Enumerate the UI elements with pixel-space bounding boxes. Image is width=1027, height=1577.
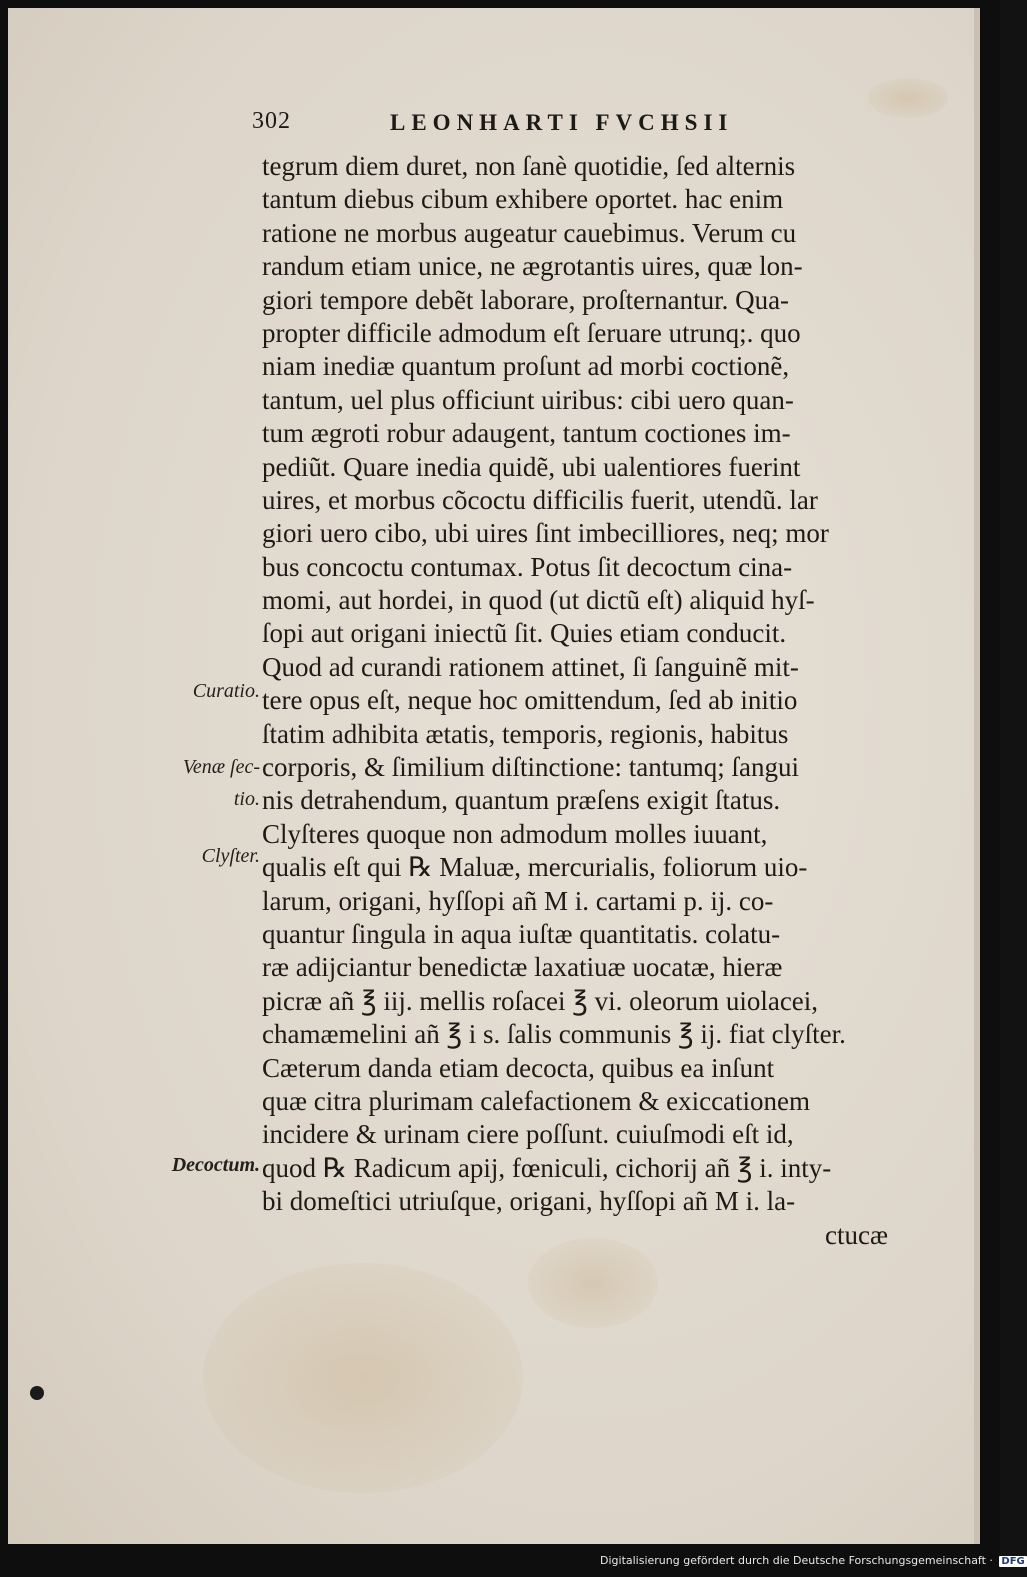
ink-spot bbox=[30, 1386, 44, 1400]
text-line: giori uero cibo, ubi uires ſint imbecilliores, neq; mor bbox=[262, 518, 829, 549]
text-line: Cæterum danda etiam decocta, quibus ea inſunt bbox=[262, 1052, 775, 1083]
text-line: ſtatim adhibita ætatis, temporis, regionis, habitus bbox=[262, 718, 789, 749]
margin-notes bbox=[150, 0, 260, 1400]
page-number: 302 bbox=[252, 108, 291, 134]
text-line: ræ adijciantur benedictæ laxatiuæ uocatæ, hieræ bbox=[262, 952, 783, 983]
text-line: tantum diebus cibum exhibere oportet. hac enim bbox=[262, 184, 784, 215]
text-line: ratione ne morbus augeatur cauebimus. Verum cu bbox=[262, 217, 797, 248]
catchword: ctucæ bbox=[825, 1219, 888, 1250]
margin-note-decoctum: Decoctum. bbox=[171, 1154, 260, 1176]
running-head bbox=[252, 108, 772, 142]
text-line: randum etiam unice, ne ægrotantis uires, quæ lon- bbox=[262, 251, 803, 282]
text-line: pediũt. Quare inedia quidẽ, ubi ualentiores fuerint bbox=[262, 451, 801, 482]
text-line: picræ añ ℥ iij. mellis roſacei ℥ vi. oleorum uiolacei, bbox=[262, 985, 819, 1016]
text-line: uires, et morbus cõcoctu difficilis fuerit, utendũ. lar bbox=[262, 484, 818, 515]
margin-note-venae-sectio-2: tio. bbox=[233, 788, 260, 810]
text-line: ſopi aut origani iniectũ ſit. Quies etiam conducit. bbox=[262, 618, 787, 649]
text-line: qualis eſt qui ℞ Maluæ, mercurialis, foliorum uio- bbox=[262, 852, 808, 883]
text-line: quantur ſingula in aqua iuſtæ quantitatis. colatu- bbox=[262, 918, 781, 949]
text-line: niam inediæ quantum proſunt ad morbi coctionẽ, bbox=[262, 351, 790, 382]
text-line: propter difficile admodum eſt ſeruare utrunq;. quo bbox=[262, 317, 801, 348]
credit-text: Digitalisierung gefördert durch die Deutsche Forschungsgemeinschaft · bbox=[600, 1554, 993, 1567]
text-line: tere opus eſt, neque hoc omittendum, ſed ab initio bbox=[262, 685, 798, 716]
text-line: corporis, & ſimilium diſtinctione: tantumq; ſangui bbox=[262, 752, 799, 783]
text-line: Quod ad curandi rationem attinet, ſi ſanguinẽ mit- bbox=[262, 651, 799, 682]
text-line: quod ℞ Radicum apij, fœniculi, cichorij añ ℥ i. inty- bbox=[262, 1152, 832, 1183]
text-line: nis detrahendum, quantum præſens exigit ſtatus. bbox=[262, 785, 781, 816]
text-line: tum ægroti robur adaugent, tantum coctiones im- bbox=[262, 418, 791, 449]
digitization-credit bbox=[600, 1554, 1025, 1574]
text-line: quæ citra plurimam calefactionem & exiccationem bbox=[262, 1085, 811, 1116]
text-line: larum, origani, hyſſopi añ M i. cartami p. ij. co- bbox=[262, 885, 774, 916]
text-line: bi domeſtici utriuſque, origani, hyſſopi añ M i. la- bbox=[262, 1186, 796, 1217]
text-line: bus concoctu contumax. Potus ſit decoctum cina- bbox=[262, 551, 793, 582]
dfg-logo: DFG bbox=[1001, 1556, 1025, 1567]
text-line: incidere & urinam ciere poſſunt. cuiuſmodi eſt id, bbox=[262, 1119, 794, 1150]
margin-note-venae-sectio-1: Venæ ſec- bbox=[182, 756, 260, 778]
text-line: tantum, uel plus officiunt uiribus: cibi uero quan- bbox=[262, 384, 794, 415]
text-line: momi, aut hordei, in quod (ut dictũ eſt) aliquid hyſ- bbox=[262, 585, 815, 616]
text-line: giori tempore debẽt laborare, proſternantur. Qua- bbox=[262, 284, 790, 315]
running-title: LEONHARTI FVCHSII bbox=[390, 110, 734, 135]
margin-note-curatio: Curatio. bbox=[192, 680, 260, 702]
margin-note-clyster: Clyſter. bbox=[201, 845, 260, 867]
text-line: chamæmelini añ ℥ i s. ſalis communis ℥ ij. fiat clyſter. bbox=[262, 1019, 846, 1050]
body-text bbox=[262, 150, 902, 1252]
water-stain bbox=[868, 78, 948, 118]
text-line: tegrum diem duret, non ſanè quotidie, ſed alternis bbox=[262, 151, 796, 181]
text-line: Clyſteres quoque non admodum molles iuuant, bbox=[262, 818, 768, 849]
